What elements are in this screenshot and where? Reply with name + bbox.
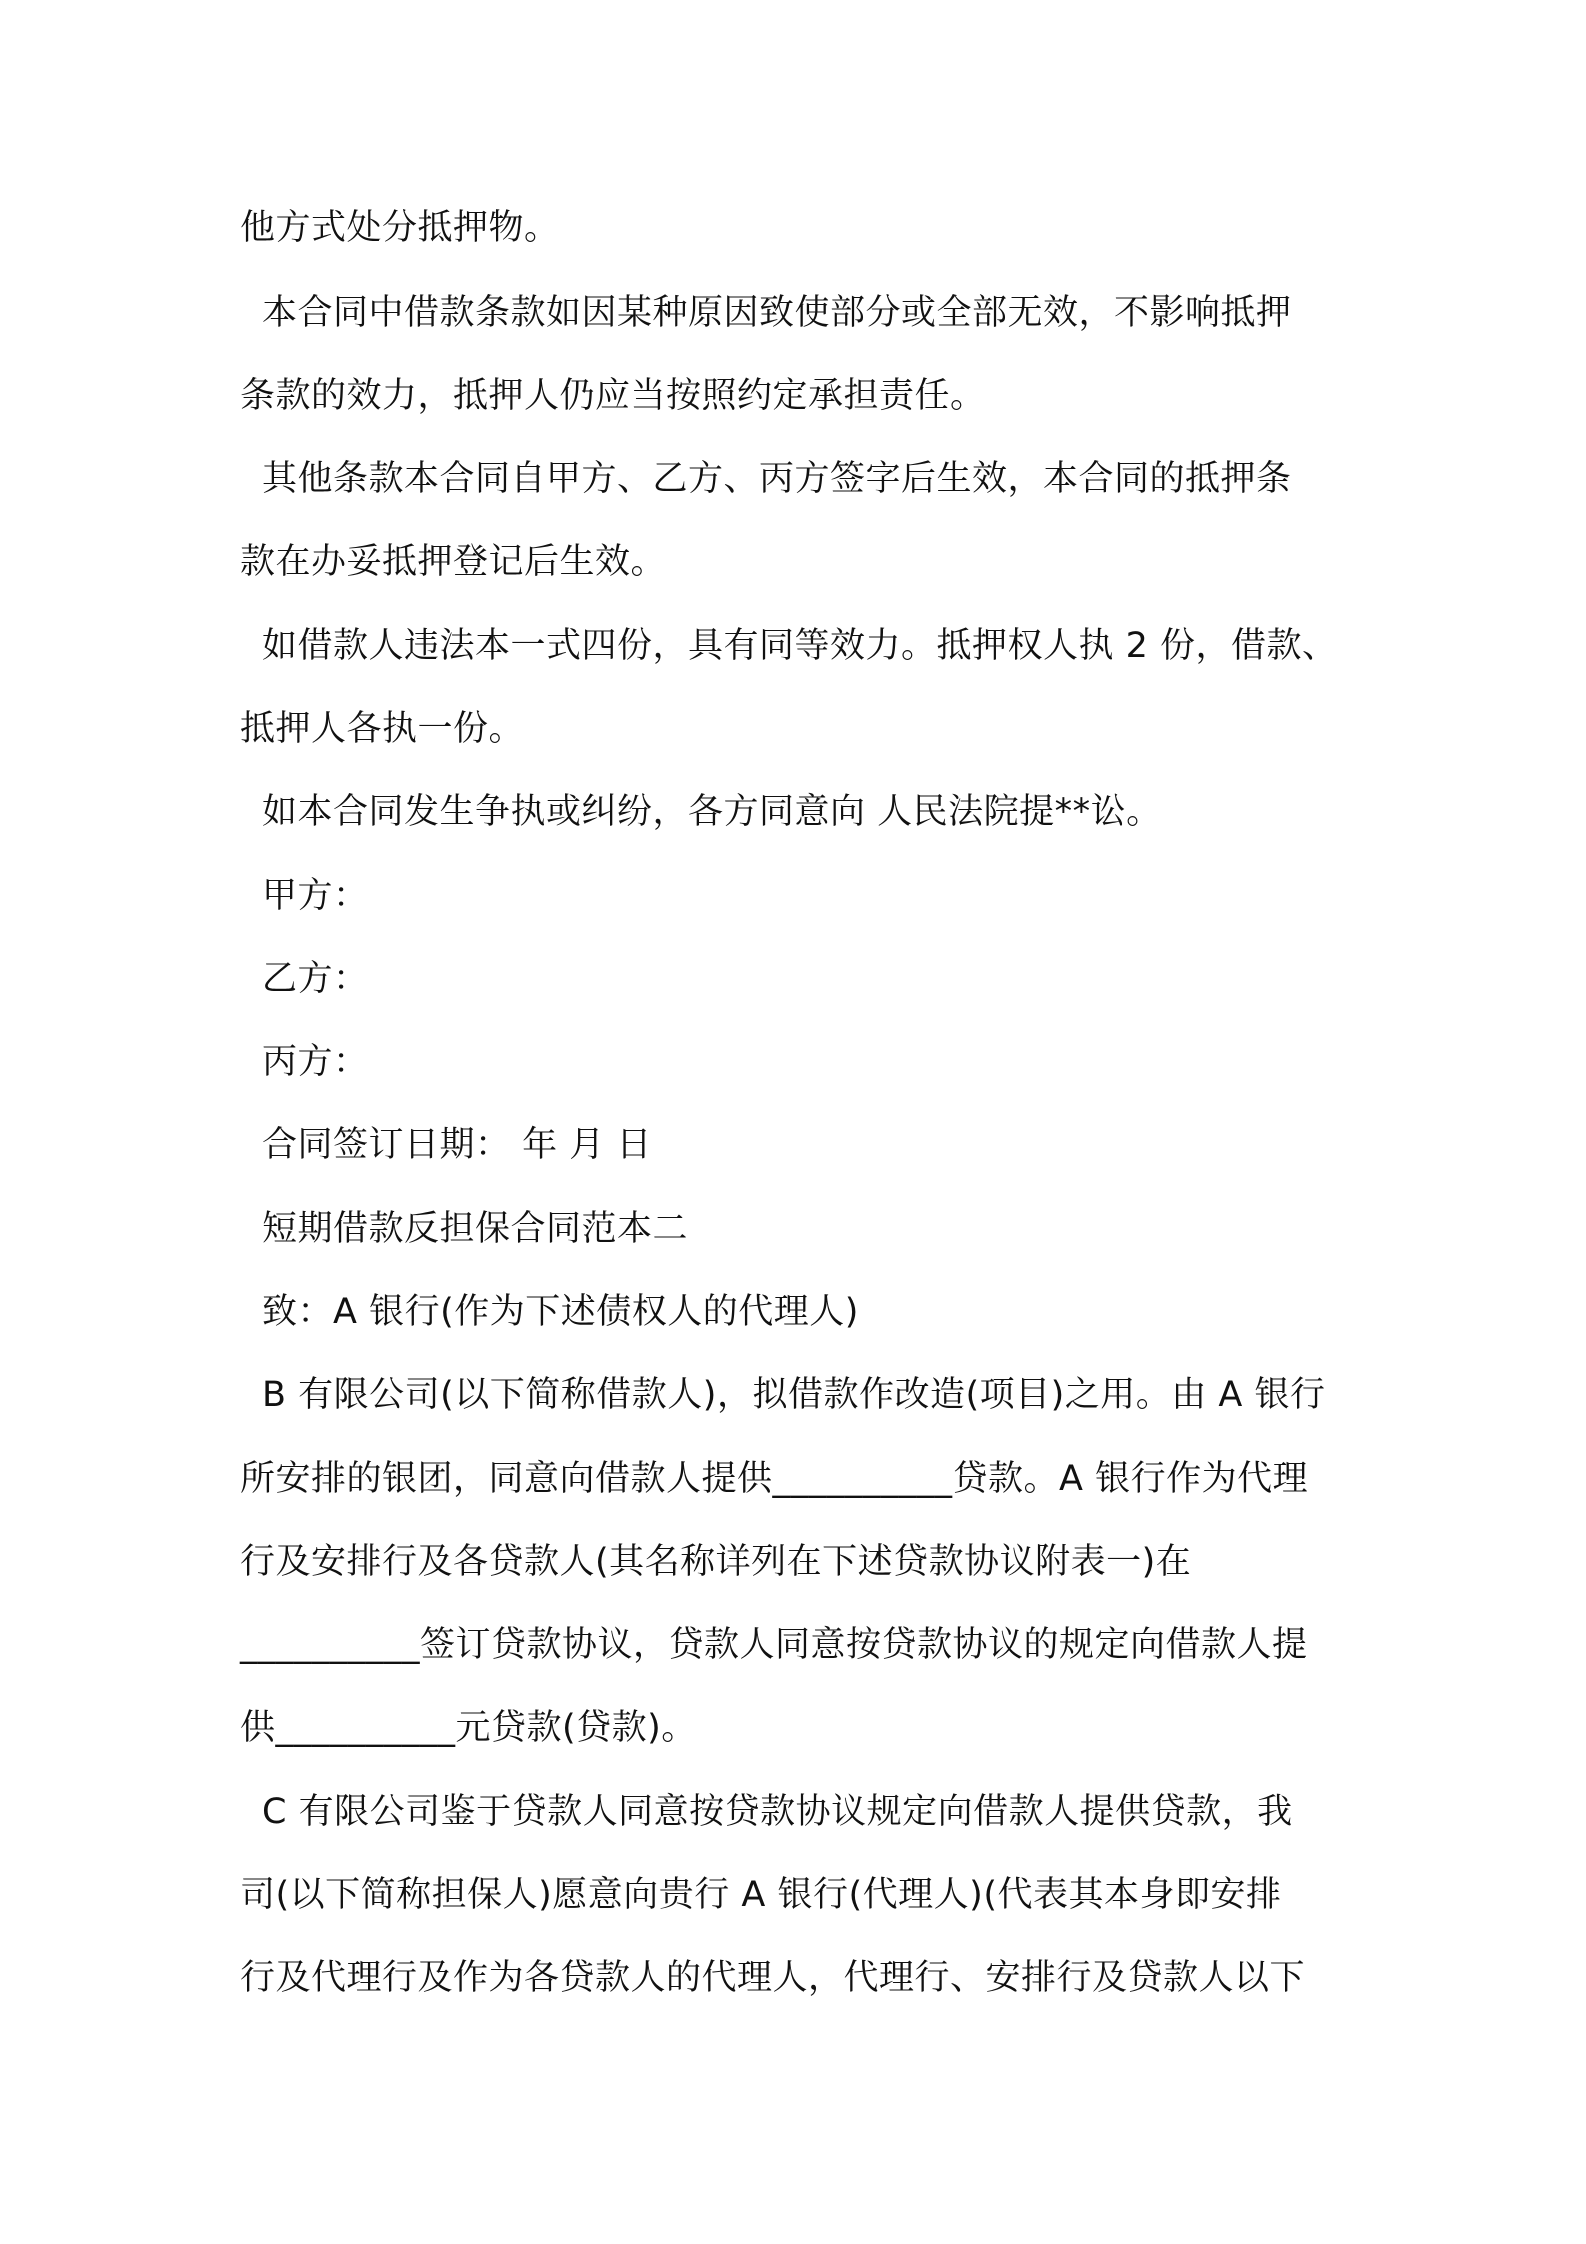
text-line-4: 其他条款本合同自甲方、乙方、丙方签字后生效，本合同的抵押条 [262, 459, 1292, 499]
text-line-20: C 有限公司鉴于贷款人同意按贷款协议规定向借款人提供贷款，我 [262, 1792, 1293, 1832]
text-line-8: 如本合同发生争执或纠纷，各方同意向 人民法院提**讼。 [262, 792, 1162, 832]
section-title: 短期借款反担保合同范本二 [262, 1209, 689, 1249]
signing-date-label: 合同签订日期： 年 月 日 [262, 1125, 652, 1165]
text-line-14: 致：A 银行(作为下述债权人的代理人) [262, 1292, 859, 1332]
text-line-6: 如借款人违法本一式四份，具有同等效力。抵押权人执 2 份，借款、 [262, 626, 1338, 666]
text-line-19: 供__________元贷款(贷款)。 [240, 1708, 697, 1748]
text-line-5: 款在办妥抵押登记后生效。 [240, 542, 667, 582]
text-line-16: 所安排的银团，同意向借款人提供__________贷款。A 银行作为代理 [240, 1459, 1309, 1499]
text-line-2: 本合同中借款条款如因某种原因致使部分或全部无效，不影响抵押 [262, 293, 1292, 333]
party-a-label: 甲方： [262, 876, 369, 916]
text-line-21: 司(以下简称担保人)愿意向贵行 A 银行(代理人)(代表其本身即安排 [240, 1875, 1282, 1915]
text-line-18: __________签订贷款协议，贷款人同意按贷款协议的规定向借款人提 [240, 1625, 1308, 1665]
party-b-label: 乙方： [262, 959, 369, 999]
text-line-3: 条款的效力，抵押人仍应当按照约定承担责任。 [240, 376, 986, 416]
text-line-1: 他方式处分抵押物。 [240, 208, 560, 248]
text-line-15: B 有限公司(以下简称借款人)，拟借款作改造(项目)之用。由 A 银行 [262, 1375, 1326, 1415]
text-line-7: 抵押人各执一份。 [240, 709, 525, 749]
text-line-22: 行及代理行及作为各贷款人的代理人，代理行、安排行及贷款人以下 [240, 1958, 1306, 1998]
party-c-label: 丙方： [262, 1042, 369, 1082]
text-line-17: 行及安排行及各贷款人(其名称详列在下述贷款协议附表一)在 [240, 1542, 1192, 1582]
